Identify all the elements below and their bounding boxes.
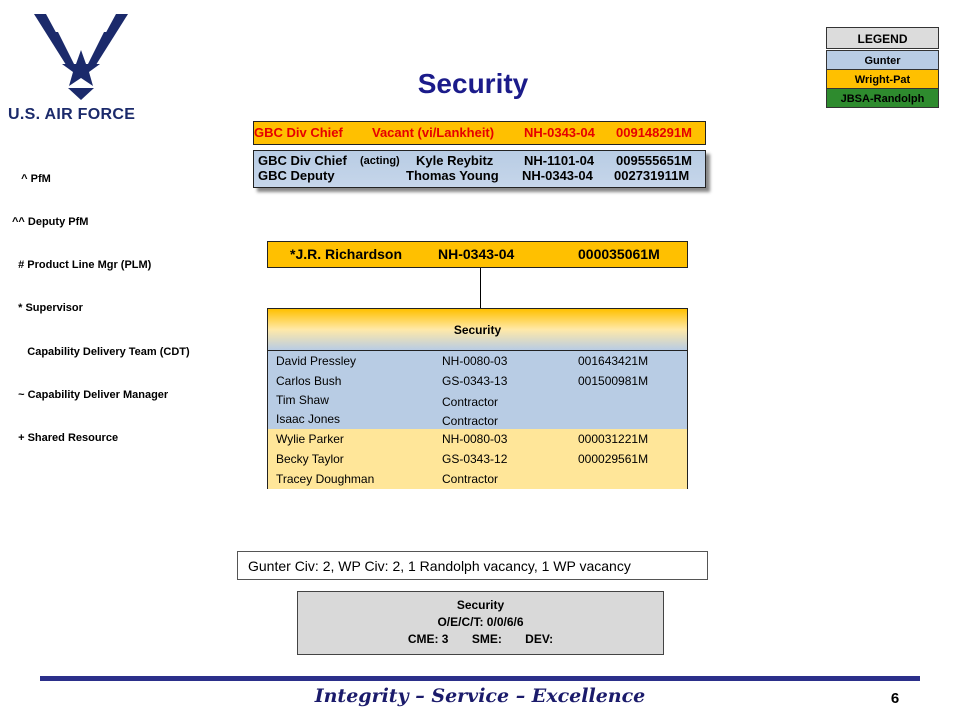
- supervisor-box: [267, 241, 688, 268]
- deputy-name: Thomas Young: [406, 168, 499, 183]
- acting-name: Kyle Reybitz: [416, 153, 494, 168]
- acting-grade: NH-1101-04: [524, 153, 595, 168]
- deputy-grade: NH-0343-04: [522, 168, 593, 183]
- member-name: Tim Shaw: [276, 393, 329, 407]
- member-id: 001643421M: [578, 354, 649, 368]
- acting-id: 009555651M: [616, 153, 692, 168]
- chief-grade: NH-0343-04: [524, 125, 595, 140]
- stats-title: Security: [456, 598, 505, 612]
- team-header: Security: [267, 308, 688, 351]
- member-grade: Contractor: [442, 472, 499, 486]
- key-item: Capability Delivery Team (CDT): [12, 345, 190, 358]
- stats-box: [297, 591, 664, 655]
- org-connector-line: [480, 268, 481, 308]
- footer-divider: [40, 676, 920, 681]
- member-name: Tracey Doughman: [276, 472, 375, 486]
- stats-cme-sme-dev: CME: 3 SME: DEV:: [407, 632, 554, 646]
- table-row: [268, 390, 687, 410]
- key-item: ^^ Deputy PfM: [12, 216, 89, 229]
- supervisor-name: *J.R. Richardson: [290, 246, 403, 262]
- key-item: ~ Capability Deliver Manager: [12, 388, 169, 401]
- div-chief-box: [253, 121, 706, 145]
- key-item: ^ PfM: [12, 172, 51, 185]
- acting-chief-box: [253, 150, 706, 188]
- stats-oect: O/E/C/T: 0/0/6/6: [437, 615, 524, 629]
- member-name: David Pressley: [276, 354, 357, 368]
- page-title: Security: [417, 68, 529, 99]
- table-row: [268, 409, 687, 429]
- member-grade: GS-0343-12: [442, 452, 508, 466]
- member-id: 000029561M: [578, 452, 649, 466]
- legend-item-wright-pat: Wright-Pat: [826, 69, 939, 89]
- team-roster: [267, 351, 688, 489]
- chief-id: 009148291M: [616, 125, 692, 140]
- table-row: [268, 351, 687, 371]
- table-row: [268, 469, 687, 489]
- member-grade: NH-0080-03: [442, 354, 508, 368]
- logo-text: U.S. AIR FORCE: [8, 106, 136, 123]
- member-grade: Contractor: [442, 395, 499, 409]
- supervisor-grade: NH-0343-04: [438, 246, 515, 262]
- page-number: 6: [890, 690, 900, 707]
- symbol-key: [12, 143, 190, 460]
- footer-motto: Integrity – Service – Excellence: [314, 685, 646, 707]
- member-name: Isaac Jones: [276, 412, 341, 426]
- member-grade: NH-0080-03: [442, 432, 508, 446]
- chief-role: GBC Div Chief: [254, 125, 343, 140]
- member-id: 000031221M: [578, 432, 649, 446]
- acting-role: GBC Div Chief: [258, 153, 347, 168]
- staffing-summary: Gunter Civ: 2, WP Civ: 2, 1 Randolph vacancy, 1 WP vacancy: [237, 551, 708, 580]
- table-row: [268, 449, 687, 469]
- deputy-id: 002731911M: [614, 168, 690, 183]
- member-name: Carlos Bush: [276, 374, 342, 388]
- member-id: 001500981M: [578, 374, 649, 388]
- legend-title: LEGEND: [826, 27, 939, 49]
- acting-note: (acting): [360, 155, 400, 167]
- legend-item-gunter: Gunter: [826, 50, 939, 70]
- member-name: Becky Taylor: [276, 452, 344, 466]
- deputy-role: GBC Deputy: [258, 168, 335, 183]
- chief-name: Vacant (vi/Lankheit): [372, 125, 495, 140]
- key-item: * Supervisor: [12, 302, 83, 315]
- member-grade: GS-0343-13: [442, 374, 508, 388]
- legend-item-jbsa-randolph: JBSA-Randolph: [826, 88, 939, 108]
- supervisor-id: 000035061M: [578, 246, 660, 262]
- key-item: + Shared Resource: [12, 432, 119, 445]
- key-item: # Product Line Mgr (PLM): [12, 259, 152, 272]
- member-name: Wylie Parker: [276, 432, 344, 446]
- table-row: [268, 371, 687, 391]
- table-row: [268, 429, 687, 449]
- member-grade: Contractor: [442, 414, 499, 428]
